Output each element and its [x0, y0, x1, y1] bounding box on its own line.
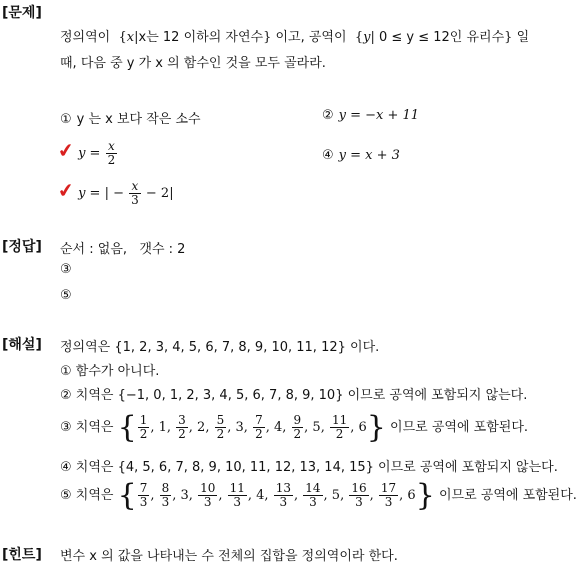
explanation-label: [해설]: [2, 337, 42, 353]
answer-order: 순서 : 없음, 갯수 : 2: [60, 242, 186, 257]
option-4[interactable]: ④ y = x + 3: [322, 148, 400, 163]
explanation-line-4: ④ 치역은 {4, 5, 6, 7, 8, 9, 10, 11, 12, 13, 14, 15} 이므로 공역에 포함되지 않는다.: [60, 460, 558, 475]
check-mark-icon: ✔: [56, 138, 76, 164]
problem-line-2: 때, 다음 중 y 가 x 의 함수인 것을 모두 골라라.: [60, 56, 326, 71]
answer-item-1: ③: [60, 262, 72, 277]
explanation-line-5: ⑤ 치역은 { $\frac{7}{3}$ , $\frac{8}{3}$ , 3, $\frac{10}{3}$ , $\frac{11}{3}$ , 4, $\frac{13}{3}$ , $\frac{14}{3}$ , 5, $\frac{16}{3}$ , $\frac{17}{3}$ , 6} 이므로 공역에 포함된다.: [60, 478, 577, 513]
explanation-line-0: 정의역은 {1, 2, 3, 4, 5, 6, 7, 8, 9, 10, 11, 12} 이다.: [60, 340, 380, 355]
domain-set-text: x는 12 이하의 자연수: [138, 30, 264, 45]
explanation-line-3: ③ 치역은 { $\frac{1}{2}$ , 1, $\frac{3}{2}$ , 2, $\frac{5}{2}$ , 3, $\frac{7}{2}$ , 4, $\frac{9}{2}$ , 5, $\frac{11}{2}$ , 6} 이므로 공역에 포함된다.: [60, 410, 529, 445]
answer-item-2: ⑤: [60, 288, 72, 303]
option-1[interactable]: ① y 는 x 보다 작은 소수: [60, 112, 201, 127]
explanation-line-2: ② 치역은 {−1, 0, 1, 2, 3, 4, 5, 6, 7, 8, 9, 10} 이므로 공역에 포함되지 않는다.: [60, 388, 528, 403]
hint-text: 변수 x 의 값을 나타내는 수 전체의 집합을 정의역이라 한다.: [60, 549, 398, 564]
hint-label: [힌트]: [2, 547, 42, 563]
check-mark-icon: ✔: [56, 178, 76, 204]
codomain-set-text: 0 ≤ y ≤ 12인 유리수: [378, 30, 505, 45]
option-5[interactable]: ✔ y = | − $\frac{x}{3}$ − 2|: [56, 178, 174, 207]
answer-label: [정답]: [2, 239, 42, 255]
problem-line-1: 정의역이 {x|x는 12 이하의 자연수} 이고, 공역이 {y| 0 ≤ y ≤ 12인 유리수} 일: [60, 30, 530, 45]
option-2[interactable]: ② y = −x + 11: [322, 108, 420, 123]
explanation-line-1: ① 함수가 아니다.: [60, 364, 160, 379]
option-3[interactable]: ✔ y = $\frac{x}{2}$: [56, 138, 116, 167]
problem-label: [문제]: [2, 5, 42, 21]
